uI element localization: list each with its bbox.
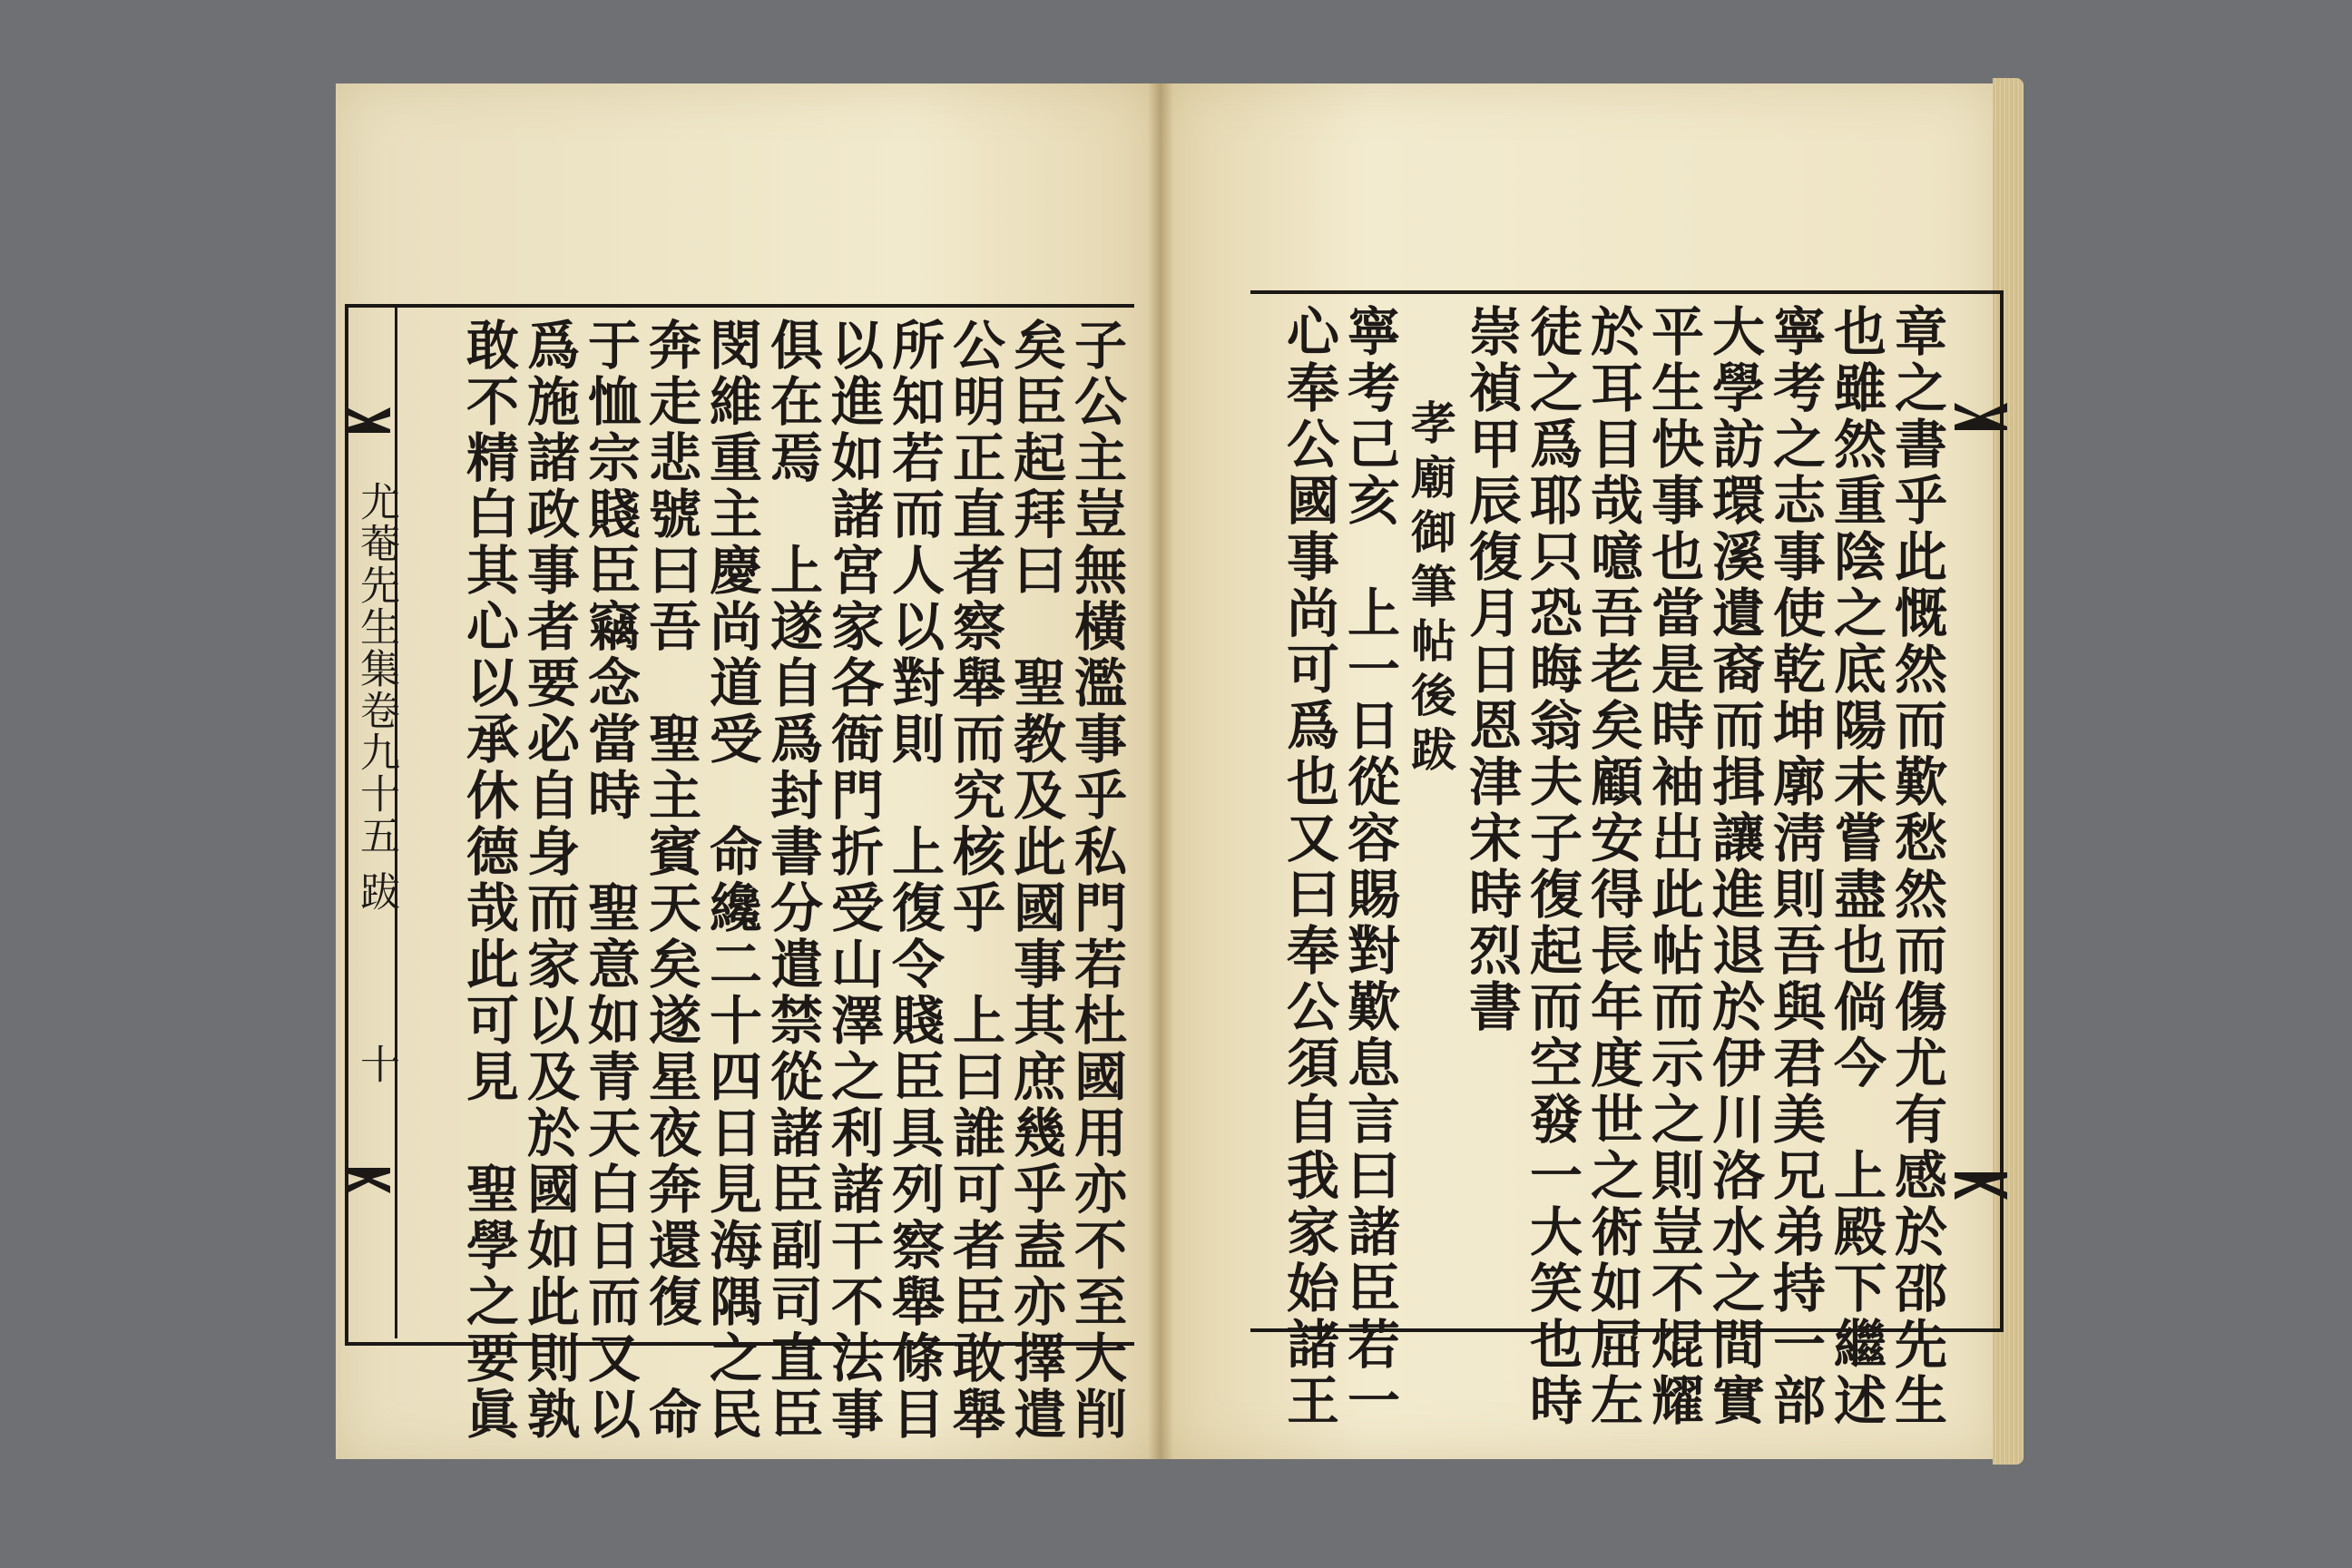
left-column-6: 俱在焉 上遂自爲封書分遣禁從諸臣副司直臣 (761, 318, 823, 1443)
fish-tail-mark-right-bottom-icon (1953, 1171, 2009, 1203)
right-column-3: 寧考之志事使乾坤廓淸則吾與君美兄弟持一部 (1764, 304, 1826, 1429)
left-column-7: 閔維重主慶尚道受 命纔二十四日見海隅之民 (701, 318, 762, 1443)
folio-number: 十 (353, 1044, 399, 1083)
right-column-6: 於耳目哉噫吾老矣顧安得長年度世之術如屈左 (1582, 304, 1643, 1429)
fish-tail-mark-right-top-icon (1953, 399, 2009, 432)
left-column-1: 子公主豈無橫濫事乎私門若杜國用亦不至大削 (1065, 318, 1127, 1443)
left-column-9: 于恤宗賤臣竊念當時 聖意如青天白日而又以 (579, 318, 641, 1443)
fold-title: 尤菴先生集卷九十五 (353, 481, 399, 857)
right-column-1: 章之書乎此慨然而歎愁然而傷尤有感於邵先生 (1886, 304, 1947, 1429)
right-column-11: 心奉公國事尚可爲也又曰奉公須自我家始諸王 (1278, 304, 1339, 1429)
left-column-4: 所知若而人以對則 上復令賤臣具列察舉條目 (883, 318, 945, 1443)
left-column-11: 敢不精白其心以承休德哉此可見 聖學之要眞 (457, 318, 519, 1443)
right-column-5: 平生快事也當是時袖出此帖而示之則豈不焜耀 (1642, 304, 1704, 1429)
left-column-8: 奔走悲號曰吾 聖主賓天矣遂星夜奔還復 命 (640, 318, 701, 1443)
left-column-3: 公明正直者察舉而究核乎 上曰誰可者臣敢舉 (944, 318, 1005, 1443)
left-column-5: 以進如諸宮家各衙門折受山澤之利諸干不法事 (822, 318, 884, 1443)
fish-tail-mark-top-icon (345, 404, 392, 435)
right-column-7: 徒之爲耶只恐晦翁夫子復起而空發一大笑也時 (1521, 304, 1583, 1429)
right-column-4: 大學訪環溪遺裔而揖讓進退於伊川洛水之間實 (1703, 304, 1765, 1429)
right-column-10: 寧考己亥 上一日從容賜對歎息言曰諸臣若一 (1338, 304, 1400, 1429)
left-column-2: 矣臣起拜曰 聖教及此國事其庶幾乎盍亦擇遣 (1004, 318, 1066, 1443)
fold-section: 跋 (353, 871, 399, 913)
fish-tail-mark-bottom-icon (345, 1166, 392, 1197)
right-column-8: 崇禎甲辰復月日恩津宋時烈書 (1460, 304, 1522, 1035)
book-gutter (1148, 83, 1173, 1459)
right-column-9-heading: 孝廟御筆帖後跋 (1404, 399, 1457, 780)
left-column-10: 爲施諸政事者要必自身而家以及於國如此則孰 (518, 318, 580, 1443)
right-column-2: 也雖然重陰之底陽未嘗盡也倘今 上殿下繼述 (1825, 304, 1886, 1429)
